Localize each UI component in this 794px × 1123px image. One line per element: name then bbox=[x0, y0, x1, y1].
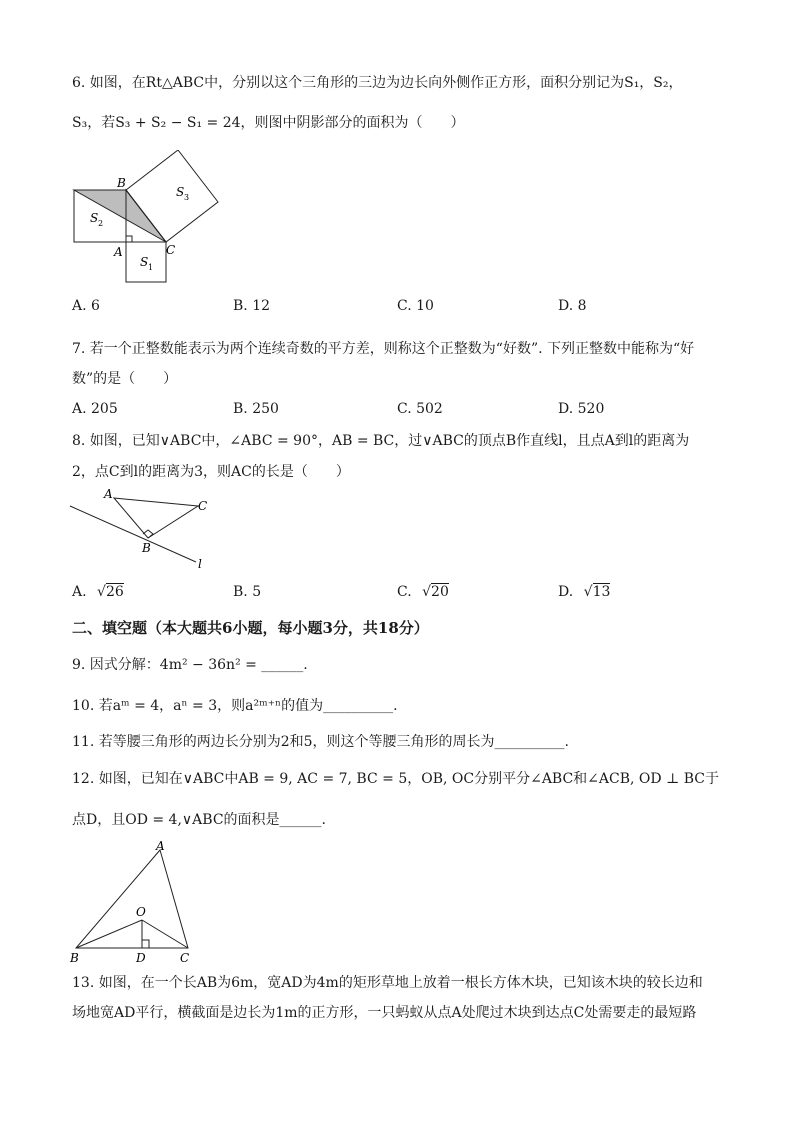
q8-figure bbox=[66, 486, 216, 572]
q6-label-s2-sub: 2 bbox=[98, 219, 104, 228]
q8-option-b[interactable] bbox=[233, 583, 261, 601]
q7-option-b[interactable]: B. 250 bbox=[233, 401, 279, 417]
q6-right-angle-mark bbox=[126, 236, 132, 242]
q8-label-b: B bbox=[142, 541, 151, 555]
q8-line-l bbox=[70, 506, 196, 562]
q12-label-o: O bbox=[136, 905, 146, 919]
q6-label-s1: S bbox=[140, 255, 149, 269]
q10-text: 10. 若aᵐ = 4，aⁿ = 3，则a²ᵐ⁺ⁿ的值为__________. bbox=[72, 698, 398, 714]
q8-label-c: C bbox=[198, 499, 208, 513]
q8-label-a: A bbox=[104, 487, 113, 501]
q8-option-d[interactable] bbox=[558, 583, 610, 601]
q12-label-a: A bbox=[156, 839, 165, 853]
q8-text-line2: 2，点C到l的距离为3，则AC的长是（ ） bbox=[72, 464, 350, 480]
q8-option-d-radicand: 13 bbox=[592, 584, 611, 600]
q6-label-s1-sub: 1 bbox=[148, 263, 154, 272]
q12-triangle-abc bbox=[76, 850, 188, 948]
q6-option-b[interactable]: B. 12 bbox=[233, 298, 271, 314]
q12-figure bbox=[66, 836, 206, 968]
q6-text-line1: 6. 如图，在Rt△ABC中，分别以这个三角形的三边为边长向外侧作正方形，面积分别记为S₁，S₂， bbox=[72, 75, 683, 91]
q8-label-l: l bbox=[198, 557, 202, 571]
q6-label-c: C bbox=[166, 243, 176, 257]
q12-label-b: B bbox=[70, 951, 79, 965]
q8-triangle-abc bbox=[114, 498, 198, 538]
q6-option-d[interactable]: D. 8 bbox=[558, 298, 587, 314]
q12-label-c: C bbox=[180, 951, 190, 965]
sqrt-icon: √ bbox=[583, 584, 593, 600]
q6-label-s3: S bbox=[176, 185, 185, 199]
q8-option-a[interactable] bbox=[72, 583, 124, 601]
sqrt-icon: √ bbox=[97, 584, 106, 600]
q7-text-line1: 7. 若一个正整数能表示为两个连续奇数的平方差，则称这个正整数为“好数”. 下列正整数中能称为“好 bbox=[72, 341, 695, 357]
q6-label-s2: S bbox=[90, 211, 99, 225]
q12-text-line1: 12. 如图，已知在∨ABC中AB = 9, AC = 7, BC = 5，OB, OC分别平分∠ABC和∠ACB, OD ⊥ BC于 bbox=[72, 771, 719, 787]
q8-option-c-radicand: 20 bbox=[431, 584, 449, 600]
q9-text: 9. 因式分解：4m² − 36n² = ______. bbox=[72, 657, 308, 673]
q8-option-a-prefix: A. bbox=[72, 584, 87, 600]
section-heading: 二、填空题（本大题共6小题，每小题3分，共18分） bbox=[72, 619, 429, 637]
q6-label-s3-sub: 3 bbox=[184, 193, 190, 202]
q12-right-angle-mark bbox=[142, 940, 149, 948]
q6-text-line2: S₃，若S₃ + S₂ − S₁ = 24，则图中阴影部分的面积为（ ） bbox=[72, 115, 465, 131]
q6-shaded-region bbox=[74, 190, 166, 242]
q12-text-line2: 点D，且OD = 4,∨ABC的面积是______. bbox=[72, 812, 326, 828]
q8-text-line1: 8. 如图，已知∨ABC中，∠ABC = 90°，AB = BC，过∨ABC的顶点B作直线l，且点A到l的距离为 bbox=[72, 433, 690, 449]
sqrt-icon: √ bbox=[422, 584, 432, 600]
q6-square-s3 bbox=[126, 150, 218, 242]
q13-text-line1: 13. 如图，在一个长AB为6m，宽AD为4m的矩形草地上放着一根长方体木块，已知该木块的较长边和 bbox=[72, 975, 703, 991]
q8-option-d-prefix: D. bbox=[558, 584, 574, 600]
q6-option-c[interactable]: C. 10 bbox=[397, 298, 434, 314]
q8-option-c[interactable] bbox=[397, 583, 449, 601]
q6-figure bbox=[60, 150, 230, 290]
q6-label-b: B bbox=[117, 176, 126, 190]
q8-option-b-prefix: B. 5 bbox=[233, 584, 262, 600]
q11-text: 11. 若等腰三角形的两边长分别为2和5，则这个等腰三角形的周长为__________. bbox=[72, 734, 569, 750]
q12-label-d: D bbox=[136, 951, 146, 965]
q12-segment-ob bbox=[76, 920, 142, 948]
q8-option-c-prefix: C. bbox=[397, 584, 412, 600]
q7-text-line2: 数”的是（ ） bbox=[72, 371, 178, 387]
q6-label-a: A bbox=[114, 245, 123, 259]
q6-option-a[interactable]: A. 6 bbox=[72, 298, 100, 314]
q13-text-line2: 场地宽AD平行，横截面是边长为1m的正方形，一只蚂蚁从点A处爬过木块到达点C处需要走的最短路 bbox=[72, 1005, 697, 1021]
q7-option-a[interactable]: A. 205 bbox=[72, 401, 118, 417]
q7-option-c[interactable]: C. 502 bbox=[397, 401, 443, 417]
q8-option-a-radicand: 26 bbox=[105, 584, 124, 600]
q7-option-d[interactable]: D. 520 bbox=[558, 401, 605, 417]
